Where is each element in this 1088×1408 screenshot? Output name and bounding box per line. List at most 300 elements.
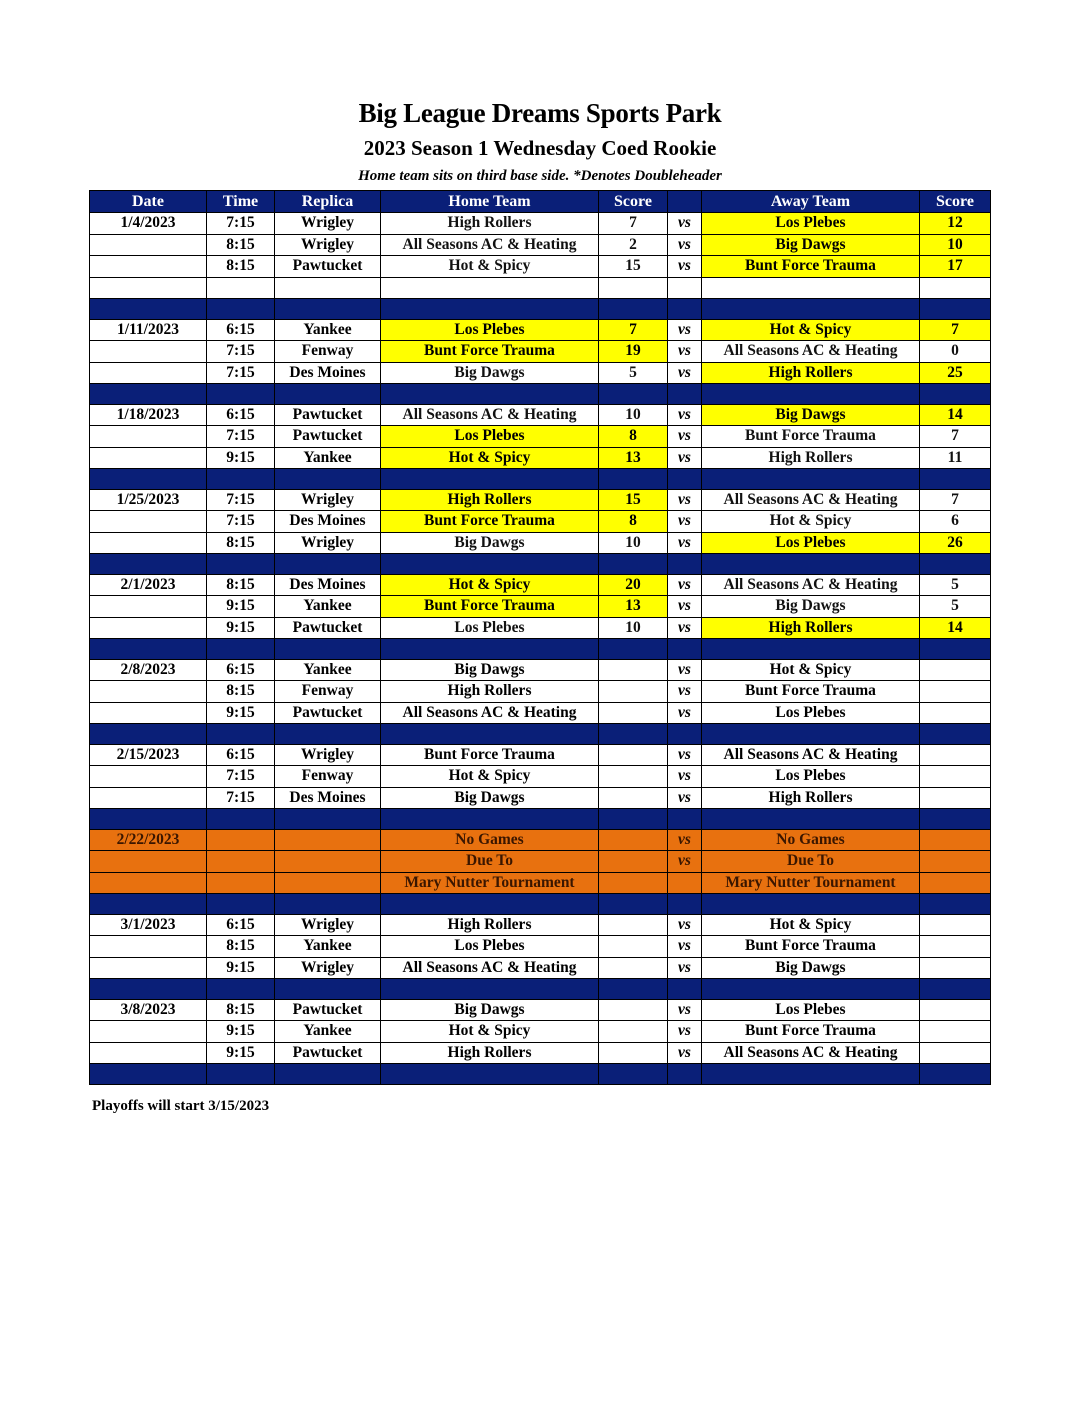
vs-cell: vs xyxy=(668,404,702,426)
replica-cell: Pawtucket xyxy=(275,702,381,724)
time-cell: 6:15 xyxy=(207,404,275,426)
time-cell: 8:15 xyxy=(207,256,275,278)
home-team-cell: Big Dawgs xyxy=(381,659,599,681)
away-team-cell: Due To xyxy=(702,851,920,873)
date-cell xyxy=(90,617,207,639)
date-cell: 1/11/2023 xyxy=(90,319,207,341)
vs-cell: vs xyxy=(668,936,702,958)
time-cell: 7:15 xyxy=(207,426,275,448)
separator-cell xyxy=(381,639,599,660)
home-team-cell: Hot & Spicy xyxy=(381,447,599,469)
col-header-away-score: Score xyxy=(920,191,991,213)
replica-cell: Yankee xyxy=(275,319,381,341)
home-team-cell: High Rollers xyxy=(381,1042,599,1064)
vs-cell: vs xyxy=(668,574,702,596)
game-row xyxy=(90,766,991,788)
blank-cell xyxy=(275,277,381,299)
separator-cell xyxy=(275,894,381,915)
game-row xyxy=(90,744,991,766)
separator-cell xyxy=(702,639,920,660)
vs-cell: vs xyxy=(668,1021,702,1043)
time-cell: 7:15 xyxy=(207,341,275,363)
home-score-cell: 10 xyxy=(599,532,668,554)
week-separator-row xyxy=(90,979,991,1000)
home-score-cell: 15 xyxy=(599,489,668,511)
home-score-cell: 5 xyxy=(599,362,668,384)
away-team-cell: All Seasons AC & Heating xyxy=(702,574,920,596)
replica-cell: Fenway xyxy=(275,766,381,788)
time-cell: 9:15 xyxy=(207,617,275,639)
date-cell xyxy=(90,511,207,533)
separator-cell xyxy=(207,639,275,660)
replica-cell: Wrigley xyxy=(275,489,381,511)
away-team-cell: Big Dawgs xyxy=(702,404,920,426)
separator-cell xyxy=(207,894,275,915)
away-team-cell: Bunt Force Trauma xyxy=(702,256,920,278)
separator-cell xyxy=(599,724,668,745)
replica-cell xyxy=(275,872,381,894)
separator-cell xyxy=(920,894,991,915)
away-team-cell: All Seasons AC & Heating xyxy=(702,1042,920,1064)
separator-cell xyxy=(920,384,991,405)
away-score-cell xyxy=(920,936,991,958)
away-score-cell: 0 xyxy=(920,341,991,363)
vs-cell: vs xyxy=(668,447,702,469)
separator-cell xyxy=(702,384,920,405)
blank-cell xyxy=(668,277,702,299)
home-score-cell: 8 xyxy=(599,426,668,448)
time-cell: 7:15 xyxy=(207,489,275,511)
separator-cell xyxy=(275,554,381,575)
page-title: Big League Dreams Sports Park xyxy=(358,98,722,128)
time-cell: 9:15 xyxy=(207,1042,275,1064)
separator-cell xyxy=(207,384,275,405)
game-row xyxy=(90,319,991,341)
away-team-cell: Big Dawgs xyxy=(702,957,920,979)
replica-cell: Pawtucket xyxy=(275,999,381,1021)
week-separator-row xyxy=(90,809,991,830)
separator-cell xyxy=(599,809,668,830)
game-row xyxy=(90,511,991,533)
week-separator-row xyxy=(90,469,991,490)
vs-cell: vs xyxy=(668,702,702,724)
separator-cell xyxy=(90,639,207,660)
separator-cell xyxy=(599,469,668,490)
away-score-cell xyxy=(920,681,991,703)
separator-cell xyxy=(207,979,275,1000)
time-cell xyxy=(207,872,275,894)
separator-cell xyxy=(207,809,275,830)
separator-cell xyxy=(90,979,207,1000)
separator-cell xyxy=(90,894,207,915)
home-team-cell: Bunt Force Trauma xyxy=(381,596,599,618)
separator-cell xyxy=(275,1064,381,1085)
date-cell xyxy=(90,532,207,554)
home-score-cell xyxy=(599,914,668,936)
week-separator-row xyxy=(90,554,991,575)
time-cell: 7:15 xyxy=(207,511,275,533)
replica-cell: Des Moines xyxy=(275,511,381,533)
separator-cell xyxy=(599,554,668,575)
away-team-cell: High Rollers xyxy=(702,617,920,639)
home-score-cell xyxy=(599,851,668,873)
separator-cell xyxy=(599,299,668,320)
game-row xyxy=(90,596,991,618)
date-cell: 3/8/2023 xyxy=(90,999,207,1021)
replica-cell: Yankee xyxy=(275,659,381,681)
away-score-cell xyxy=(920,872,991,894)
date-cell xyxy=(90,234,207,256)
week-separator-row xyxy=(90,894,991,915)
time-cell: 7:15 xyxy=(207,787,275,809)
home-team-cell: High Rollers xyxy=(381,213,599,235)
home-score-cell xyxy=(599,681,668,703)
away-team-cell: Bunt Force Trauma xyxy=(702,681,920,703)
time-cell: 7:15 xyxy=(207,766,275,788)
date-cell: 1/18/2023 xyxy=(90,404,207,426)
replica-cell: Wrigley xyxy=(275,234,381,256)
away-score-cell: 6 xyxy=(920,511,991,533)
schedule-table xyxy=(89,190,991,1085)
separator-cell xyxy=(920,724,991,745)
blank-cell xyxy=(207,277,275,299)
time-cell: 7:15 xyxy=(207,362,275,384)
away-score-cell: 7 xyxy=(920,489,991,511)
separator-cell xyxy=(599,894,668,915)
separator-cell xyxy=(702,809,920,830)
time-cell: 7:15 xyxy=(207,213,275,235)
home-score-cell: 8 xyxy=(599,511,668,533)
away-score-cell: 5 xyxy=(920,574,991,596)
away-team-cell: High Rollers xyxy=(702,787,920,809)
separator-cell xyxy=(90,469,207,490)
time-cell xyxy=(207,851,275,873)
separator-cell xyxy=(207,299,275,320)
home-team-cell: All Seasons AC & Heating xyxy=(381,702,599,724)
away-score-cell: 11 xyxy=(920,447,991,469)
date-cell xyxy=(90,1042,207,1064)
separator-cell xyxy=(920,979,991,1000)
home-team-cell: Big Dawgs xyxy=(381,999,599,1021)
schedule-body xyxy=(90,213,991,1085)
game-row xyxy=(90,574,991,596)
away-team-cell: All Seasons AC & Heating xyxy=(702,489,920,511)
home-team-cell: High Rollers xyxy=(381,489,599,511)
home-score-cell: 20 xyxy=(599,574,668,596)
separator-cell xyxy=(668,979,702,1000)
separator-cell xyxy=(381,724,599,745)
game-row xyxy=(90,1042,991,1064)
home-team-cell: Due To xyxy=(381,851,599,873)
date-cell xyxy=(90,851,207,873)
away-score-cell xyxy=(920,659,991,681)
vs-cell: vs xyxy=(668,489,702,511)
separator-cell xyxy=(275,299,381,320)
home-team-cell: No Games xyxy=(381,829,599,851)
date-cell xyxy=(90,447,207,469)
col-header-home-score: Score xyxy=(599,191,668,213)
vs-cell: vs xyxy=(668,851,702,873)
separator-cell xyxy=(207,554,275,575)
away-score-cell: 26 xyxy=(920,532,991,554)
time-cell xyxy=(207,829,275,851)
home-score-cell: 10 xyxy=(599,617,668,639)
date-cell xyxy=(90,256,207,278)
blank-cell xyxy=(920,277,991,299)
home-score-cell xyxy=(599,999,668,1021)
away-team-cell: All Seasons AC & Heating xyxy=(702,341,920,363)
game-row xyxy=(90,702,991,724)
away-team-cell: Big Dawgs xyxy=(702,596,920,618)
home-score-cell xyxy=(599,787,668,809)
date-cell: 2/15/2023 xyxy=(90,744,207,766)
replica-cell: Wrigley xyxy=(275,213,381,235)
home-team-cell: Hot & Spicy xyxy=(381,1021,599,1043)
replica-cell: Yankee xyxy=(275,447,381,469)
home-team-cell: High Rollers xyxy=(381,914,599,936)
game-row xyxy=(90,362,991,384)
replica-cell xyxy=(275,829,381,851)
game-row xyxy=(90,404,991,426)
game-row xyxy=(90,617,991,639)
separator-cell xyxy=(668,554,702,575)
replica-cell xyxy=(275,851,381,873)
home-score-cell xyxy=(599,702,668,724)
home-score-cell xyxy=(599,744,668,766)
time-cell: 8:15 xyxy=(207,574,275,596)
date-cell xyxy=(90,681,207,703)
replica-cell: Wrigley xyxy=(275,957,381,979)
date-cell: 3/1/2023 xyxy=(90,914,207,936)
replica-cell: Yankee xyxy=(275,1021,381,1043)
time-cell: 8:15 xyxy=(207,999,275,1021)
separator-cell xyxy=(381,299,599,320)
separator-cell xyxy=(207,1064,275,1085)
away-score-cell: 5 xyxy=(920,596,991,618)
away-team-cell: Hot & Spicy xyxy=(702,511,920,533)
col-header-date: Date xyxy=(90,191,207,213)
no-games-row xyxy=(90,851,991,873)
week-separator-row xyxy=(90,724,991,745)
vs-cell: vs xyxy=(668,341,702,363)
vs-cell: vs xyxy=(668,829,702,851)
away-score-cell xyxy=(920,851,991,873)
vs-cell: vs xyxy=(668,319,702,341)
separator-cell xyxy=(207,469,275,490)
replica-cell: Pawtucket xyxy=(275,404,381,426)
separator-cell xyxy=(668,724,702,745)
separator-cell xyxy=(599,1064,668,1085)
separator-cell xyxy=(920,1064,991,1085)
date-cell: 2/1/2023 xyxy=(90,574,207,596)
no-games-row xyxy=(90,829,991,851)
separator-cell xyxy=(275,809,381,830)
home-team-cell: All Seasons AC & Heating xyxy=(381,404,599,426)
home-score-cell xyxy=(599,1021,668,1043)
replica-cell: Pawtucket xyxy=(275,256,381,278)
away-team-cell: High Rollers xyxy=(702,362,920,384)
separator-cell xyxy=(702,979,920,1000)
vs-cell xyxy=(668,872,702,894)
vs-cell: vs xyxy=(668,914,702,936)
away-score-cell xyxy=(920,999,991,1021)
home-score-cell xyxy=(599,936,668,958)
away-score-cell: 7 xyxy=(920,426,991,448)
home-team-cell: Los Plebes xyxy=(381,617,599,639)
col-header-time: Time xyxy=(207,191,275,213)
blank-cell xyxy=(90,277,207,299)
col-header-vs xyxy=(668,191,702,213)
vs-cell: vs xyxy=(668,957,702,979)
home-team-cell: High Rollers xyxy=(381,681,599,703)
game-row xyxy=(90,447,991,469)
vs-cell: vs xyxy=(668,362,702,384)
replica-cell: Des Moines xyxy=(275,787,381,809)
blank-row xyxy=(90,277,991,299)
home-score-cell: 7 xyxy=(599,213,668,235)
away-score-cell xyxy=(920,766,991,788)
home-score-cell: 13 xyxy=(599,596,668,618)
home-team-cell: Los Plebes xyxy=(381,319,599,341)
time-cell: 8:15 xyxy=(207,681,275,703)
time-cell: 9:15 xyxy=(207,702,275,724)
away-team-cell: Los Plebes xyxy=(702,999,920,1021)
away-team-cell: Hot & Spicy xyxy=(702,319,920,341)
week-separator-row xyxy=(90,384,991,405)
replica-cell: Wrigley xyxy=(275,914,381,936)
replica-cell: Pawtucket xyxy=(275,1042,381,1064)
separator-cell xyxy=(599,979,668,1000)
home-score-cell xyxy=(599,872,668,894)
separator-cell xyxy=(90,1064,207,1085)
away-score-cell: 10 xyxy=(920,234,991,256)
home-team-cell: Bunt Force Trauma xyxy=(381,341,599,363)
date-cell: 2/8/2023 xyxy=(90,659,207,681)
time-cell: 8:15 xyxy=(207,936,275,958)
game-row xyxy=(90,681,991,703)
time-cell: 6:15 xyxy=(207,914,275,936)
away-team-cell: Los Plebes xyxy=(702,532,920,554)
game-row xyxy=(90,659,991,681)
vs-cell: vs xyxy=(668,256,702,278)
col-header-home-team: Home Team xyxy=(381,191,599,213)
separator-cell xyxy=(275,384,381,405)
home-score-cell xyxy=(599,659,668,681)
separator-cell xyxy=(381,1064,599,1085)
vs-cell: vs xyxy=(668,213,702,235)
home-team-cell: Bunt Force Trauma xyxy=(381,744,599,766)
separator-cell xyxy=(702,299,920,320)
away-score-cell: 12 xyxy=(920,213,991,235)
home-score-cell xyxy=(599,829,668,851)
away-team-cell: High Rollers xyxy=(702,447,920,469)
time-cell: 9:15 xyxy=(207,596,275,618)
vs-cell: vs xyxy=(668,766,702,788)
away-team-cell: Bunt Force Trauma xyxy=(702,1021,920,1043)
replica-cell: Wrigley xyxy=(275,532,381,554)
separator-cell xyxy=(920,639,991,660)
away-team-cell: Bunt Force Trauma xyxy=(702,426,920,448)
separator-cell xyxy=(599,384,668,405)
replica-cell: Pawtucket xyxy=(275,617,381,639)
separator-cell xyxy=(702,469,920,490)
home-score-cell xyxy=(599,1042,668,1064)
separator-cell xyxy=(668,384,702,405)
separator-cell xyxy=(207,724,275,745)
away-score-cell: 14 xyxy=(920,617,991,639)
game-row xyxy=(90,489,991,511)
separator-cell xyxy=(90,384,207,405)
time-cell: 9:15 xyxy=(207,1021,275,1043)
game-row xyxy=(90,256,991,278)
game-row xyxy=(90,341,991,363)
separator-cell xyxy=(90,809,207,830)
blank-cell xyxy=(702,277,920,299)
date-cell xyxy=(90,936,207,958)
schedule-note: Home team sits on third base side. *Denotes Doubleheader xyxy=(358,168,722,184)
no-games-row xyxy=(90,872,991,894)
away-score-cell: 17 xyxy=(920,256,991,278)
time-cell: 6:15 xyxy=(207,659,275,681)
game-row xyxy=(90,1021,991,1043)
separator-cell xyxy=(90,724,207,745)
blank-cell xyxy=(381,277,599,299)
home-team-cell: Big Dawgs xyxy=(381,532,599,554)
time-cell: 6:15 xyxy=(207,744,275,766)
away-score-cell xyxy=(920,957,991,979)
date-cell: 1/25/2023 xyxy=(90,489,207,511)
replica-cell: Wrigley xyxy=(275,744,381,766)
home-score-cell: 19 xyxy=(599,341,668,363)
separator-cell xyxy=(381,554,599,575)
vs-cell: vs xyxy=(668,659,702,681)
home-team-cell: Bunt Force Trauma xyxy=(381,511,599,533)
vs-cell: vs xyxy=(668,681,702,703)
separator-cell xyxy=(702,724,920,745)
replica-cell: Fenway xyxy=(275,341,381,363)
game-row xyxy=(90,787,991,809)
away-score-cell xyxy=(920,702,991,724)
home-team-cell: Big Dawgs xyxy=(381,362,599,384)
away-team-cell: Los Plebes xyxy=(702,766,920,788)
date-cell: 1/4/2023 xyxy=(90,213,207,235)
away-score-cell: 14 xyxy=(920,404,991,426)
vs-cell: vs xyxy=(668,532,702,554)
vs-cell: vs xyxy=(668,744,702,766)
date-cell xyxy=(90,957,207,979)
away-team-cell: Hot & Spicy xyxy=(702,659,920,681)
separator-cell xyxy=(381,384,599,405)
vs-cell: vs xyxy=(668,234,702,256)
game-row xyxy=(90,914,991,936)
time-cell: 9:15 xyxy=(207,957,275,979)
home-score-cell xyxy=(599,957,668,979)
home-score-cell xyxy=(599,766,668,788)
header-row xyxy=(90,191,991,213)
home-team-cell: Mary Nutter Tournament xyxy=(381,872,599,894)
away-team-cell: Los Plebes xyxy=(702,213,920,235)
separator-cell xyxy=(668,639,702,660)
separator-cell xyxy=(668,1064,702,1085)
home-score-cell: 13 xyxy=(599,447,668,469)
away-team-cell: All Seasons AC & Heating xyxy=(702,744,920,766)
away-score-cell xyxy=(920,1021,991,1043)
date-cell xyxy=(90,787,207,809)
game-row xyxy=(90,234,991,256)
away-score-cell xyxy=(920,829,991,851)
away-team-cell: Mary Nutter Tournament xyxy=(702,872,920,894)
away-score-cell: 25 xyxy=(920,362,991,384)
